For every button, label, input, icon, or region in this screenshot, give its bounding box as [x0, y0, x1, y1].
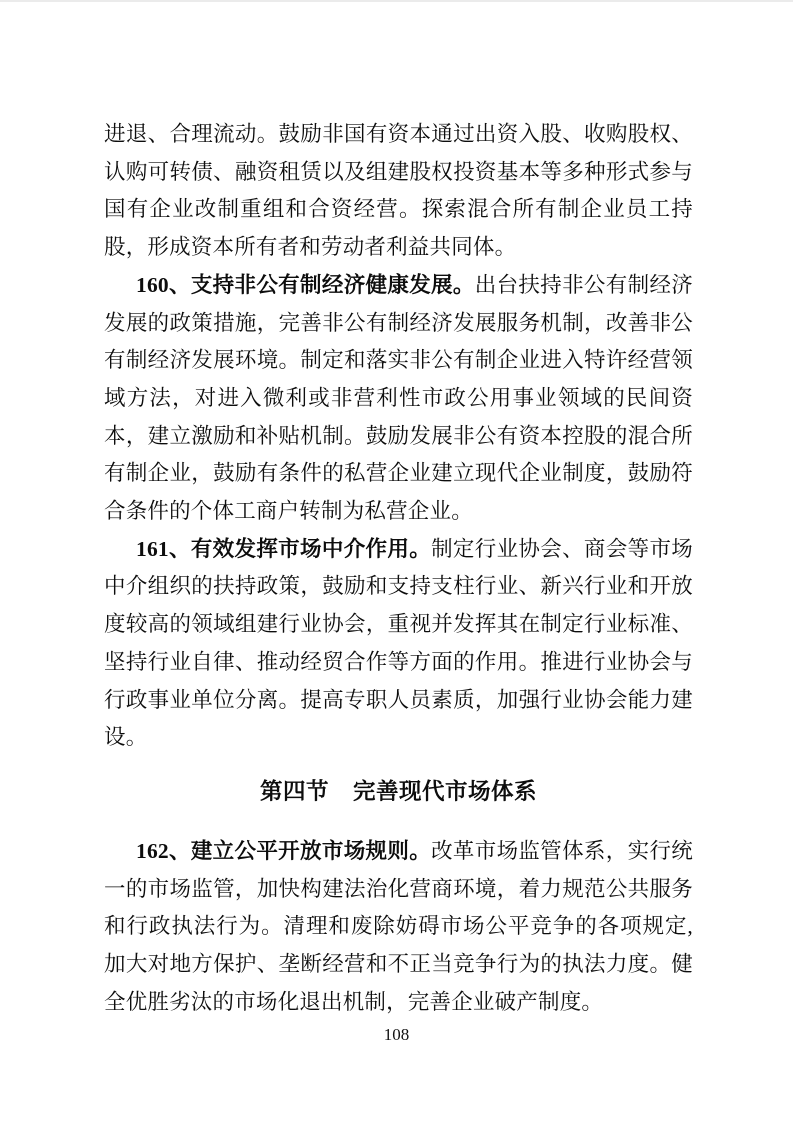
section-heading-title: 完善现代市场体系 — [353, 778, 538, 804]
paragraph-161 — [104, 531, 693, 757]
page-number: 108 — [383, 1025, 410, 1044]
document-content — [104, 116, 693, 1021]
paragraph-161-lead: 161、有效发挥市场中介作用。 — [136, 536, 432, 561]
page-top-edge — [0, 0, 793, 2]
paragraph-162-body: 改革市场监管体系，实行统一的市场监管，加快构建法治化营商环境，着力规范公共服务和行政执法行为。清理和废除妨碍市场公平竞争的各项规定,加大对地方保护、垄断经营和不正当竞争行为的执法力度。健全优胜劣汰的市场化退出机制，完善企业破产制度。 — [104, 838, 693, 1014]
paragraph-162 — [104, 833, 693, 1022]
paragraph-160-body: 出台扶持非公有制经济发展的政策措施，完善非公有制经济发展服务机制，改善非公有制经济发展环境。制定和落实非公有制企业进入特许经营领域方法，对进入微利或非营利性市政公用事业领域的民间资本，建立激励和补贴机制。鼓励发展非公有资本控股的混合所有制企业，鼓励有条件的私营企业建立现代企业制度，鼓励符合条件的个体工商户转制为私营企业。 — [104, 272, 693, 524]
paragraph-160-lead: 160、支持非公有制经济健康发展。 — [136, 272, 475, 297]
paragraph-continuation: 进退、合理流动。鼓励非国有资本通过出资入股、收购股权、认购可转债、融资租赁以及组建股权投资基本等多种形式参与国有企业改制重组和合资经营。探索混合所有制企业员工持股，形成资本所有者和劳动者利益共同体。 — [104, 122, 693, 260]
section-heading — [104, 773, 693, 811]
section-heading-label: 第四节 — [259, 778, 329, 804]
paragraph-161-body: 制定行业协会、商会等市场中介组织的扶持政策，鼓励和支持支柱行业、新兴行业和开放度较高的领域组建行业协会，重视并发挥其在制定行业标准、坚持行业自律、推动经贸合作等方面的作用。推进行业协会与行政事业单位分离。提高专职人员素质，加强行业协会能力建设。 — [104, 536, 693, 750]
paragraph-162-lead: 162、建立公平开放市场规则。 — [136, 838, 432, 863]
paragraph-160 — [104, 267, 693, 531]
